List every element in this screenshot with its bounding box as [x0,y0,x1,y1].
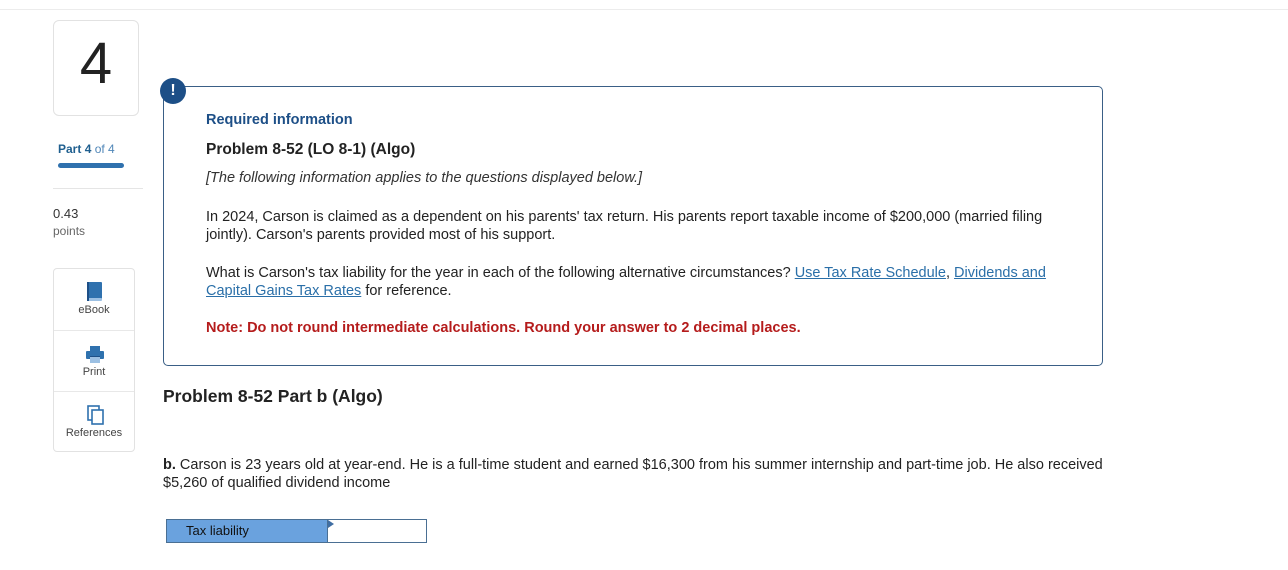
question-paragraph [206,264,1066,300]
problem-title: Problem 8-52 (LO 8-1) (Algo) [206,141,416,158]
ebook-button[interactable] [54,269,134,330]
required-info-title: Required information [206,112,353,128]
sidebar-divider [53,188,143,189]
part-b-title: Problem 8-52 Part b (Algo) [163,386,383,406]
question-tail: for reference. [365,283,452,299]
cell-marker-icon [328,520,334,528]
printer-icon [85,343,105,365]
question-number: 4 [79,31,113,96]
part-b-text: Carson is 23 years old at year-end. He is a full-time student and earned $16,300 from his summer internship and part-time job. He also received $5,260 of qualified dividend income [163,457,1103,491]
part-b-question [163,456,1103,492]
tax-liability-input[interactable] [328,520,426,542]
question-text: What is Carson's tax liability for the year in each of the following alternative circumstances? [206,265,791,281]
references-label: References [65,427,123,439]
answer-row [166,519,427,543]
part-prefix: Part [58,142,82,156]
print-button[interactable] [54,330,134,391]
points-label: points [53,224,86,238]
ebook-label: eBook [78,304,110,316]
dividends-capital-gains-link[interactable]: Dividends and Capital Gains Tax Rates [206,265,1046,299]
answer-cell [328,520,426,542]
part-indicator [58,142,115,156]
link-separator: , [945,265,950,281]
references-button[interactable] [54,391,134,452]
tax-liability-label: Tax liability [167,520,328,542]
scenario-paragraph: In 2024, Carson is claimed as a dependent on his parents' tax return. His parents report taxable income of $200,000 (married filing jointly). Carson's parents provided most of his support. [206,209,1043,243]
alert-icon: ! [160,78,186,104]
points-value: 0.43 [53,206,79,221]
tools-panel [53,268,135,452]
references-icon [85,404,105,426]
book-icon [85,281,105,303]
tax-rate-schedule-link[interactable]: Use Tax Rate Schedule [794,265,946,281]
part-progress-bar [58,163,124,168]
question-number-card [53,20,139,116]
part-total: of 4 [94,142,115,156]
part-b-prefix: b. [163,457,176,473]
applies-note: [The following information applies to the questions displayed below.] [206,170,643,186]
part-current: 4 [84,142,92,156]
top-divider [0,9,1288,10]
rounding-note: Note: Do not round intermediate calculations. Round your answer to 2 decimal places. [206,320,801,336]
print-label: Print [82,366,106,378]
